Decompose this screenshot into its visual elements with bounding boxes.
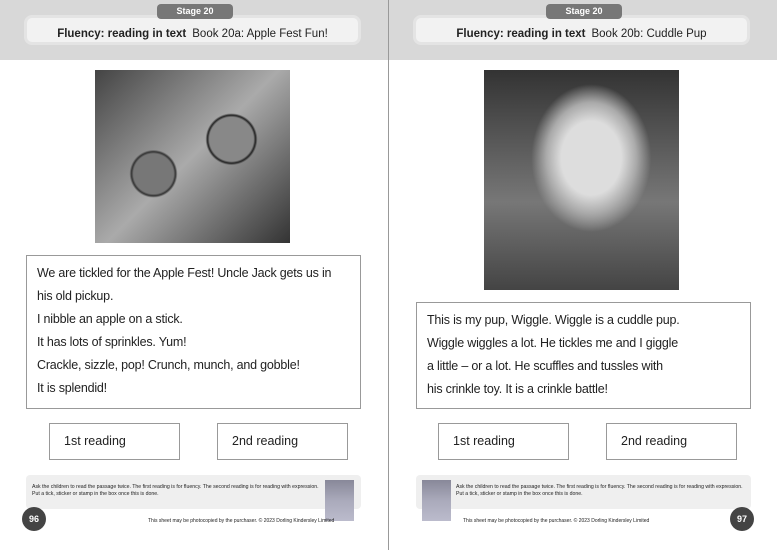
page-number: 97 <box>730 507 754 531</box>
stage-badge: Stage 20 <box>157 4 233 19</box>
candy-apples-photo <box>95 70 290 243</box>
book-title: Book 20a: Apple Fest Fun! <box>192 28 328 40</box>
page-right <box>389 0 777 550</box>
passage-line: This is my pup, Wiggle. Wiggle is a cuddle pup. <box>427 313 680 327</box>
heading: Fluency: reading in text <box>456 28 586 40</box>
passage-line: Crackle, sizzle, pop! Crunch, munch, and gobble! <box>37 358 300 372</box>
puppy-photo <box>484 70 679 290</box>
page-header <box>24 15 361 45</box>
passage-line: his crinkle toy. It is a crinkle battle! <box>427 382 608 396</box>
passage-line: It has lots of sprinkles. Yum! <box>37 335 187 349</box>
second-reading-box[interactable]: 2nd reading <box>217 423 348 460</box>
passage-box <box>416 302 751 409</box>
book-cover-thumbnail <box>422 480 451 521</box>
book-cover-thumbnail <box>325 480 354 521</box>
book-title: Book 20b: Cuddle Pup <box>591 28 707 40</box>
stage-badge: Stage 20 <box>546 4 622 19</box>
copyright: This sheet may be photocopied by the purchaser. © 2023 Dorling Kindersley Limited <box>148 518 335 524</box>
copyright: This sheet may be photocopied by the purchaser. © 2023 Dorling Kindersley Limited <box>463 518 650 524</box>
passage-box <box>26 255 361 409</box>
first-reading-box[interactable]: 1st reading <box>438 423 569 460</box>
passage-line: I nibble an apple on a stick. <box>37 312 183 326</box>
passage-line: It is splendid! <box>37 381 107 395</box>
page-number: 96 <box>22 507 46 531</box>
instructions: Ask the children to read the passage twice. The first reading is for fluency. The second reading is for reading with expression. Put a tick, sticker or stamp in the box once this is done. <box>26 475 361 509</box>
passage-line: his old pickup. <box>37 289 114 303</box>
passage-line: We are tickled for the Apple Fest! Uncle Jack gets us in <box>37 266 332 280</box>
page-header <box>413 15 750 45</box>
first-reading-box[interactable]: 1st reading <box>49 423 180 460</box>
second-reading-box[interactable]: 2nd reading <box>606 423 737 460</box>
passage-line: a little – or a lot. He scuffles and tussles with <box>427 359 663 373</box>
instructions: Ask the children to read the passage twice. The first reading is for fluency. The second reading is for reading with expression. Put a tick, sticker or stamp in the box once this is done. <box>416 475 751 509</box>
heading: Fluency: reading in text <box>57 28 187 40</box>
passage-line: Wiggle wiggles a lot. He tickles me and I giggle <box>427 336 678 350</box>
page-left <box>0 0 388 550</box>
